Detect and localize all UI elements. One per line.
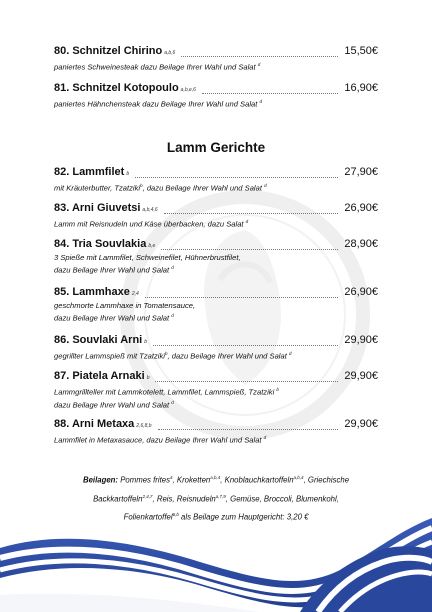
section-title: Lamm Gerichte [166,140,266,155]
allergen-codes: 2,4 [131,291,139,297]
item-description: Lammfilet in Metaxasauce, dazu Beilage Ihrer Wahl und Salat $^d$ [54,435,267,445]
dot-leader [158,421,339,430]
item-price: 28,90€ [344,238,378,250]
allergen-codes: b [126,171,130,177]
menu-item [54,370,378,410]
item-name: 85. Lammhaxe [54,286,130,298]
item-name: 88. Arni Metaxa [54,418,135,430]
menu-item [54,238,378,276]
dot-leader [145,289,339,298]
item-description: mit Kräuterbutter, Tzatziki$^b$, dazu Beilage Ihrer Wahl und Salat $^d$ [54,183,267,193]
allergen-codes: b,e [148,243,156,249]
item-name: 82. Lammfilet [54,166,125,178]
item-description: gegrillter Lammspieß mit Tzatziki$^b$, dazu Beilage Ihrer Wahl und Salat $^d$ [54,351,292,361]
dot-leader [161,241,338,250]
menu-item [54,202,378,230]
menu-item [54,286,378,324]
item-price: 26,90€ [344,286,378,298]
item-price: 27,90€ [344,166,378,178]
menu-item [54,334,378,362]
item-price: 29,90€ [344,370,378,382]
item-name: 86. Souvlaki Arni [54,334,143,346]
item-name: 81. Schnitzel Kotopoulo [54,82,179,94]
item-name: 84. Tria Souvlakia [54,238,147,250]
menu-item [54,45,378,73]
item-description: Lamm mit Reisnudeln und Käse überbacken, dazu Salat $^d$ [54,219,249,229]
allergen-codes: b [146,375,150,381]
allergen-codes: a,b,4,6 [142,207,158,213]
item-description: paniertes Schweinesteak dazu Beilage Ihrer Wahl und Salat $^d$ [54,62,261,72]
dot-leader [202,85,338,94]
dot-leader [153,337,338,346]
allergen-codes: a,b,e,6 [180,87,196,93]
item-price: 29,90€ [344,334,378,346]
menu-item [54,82,378,110]
item-name: 83. Arni Giuvetsi [54,202,141,214]
item-description: Lammgrillteller mit Lammkotelett, Lammfilet, Lammspieß, Tzatziki $^b$ dazu Beilage Ihrer Wahl und Salat $^d$ [54,387,279,410]
menu-item [54,418,378,446]
dot-leader [181,48,338,57]
greek-flag-ribbon [0,500,432,612]
item-description: 3 Spieße mit Lammfilet, Schweinefilet, Hühnerbrustfilet, dazu Beilage Ihrer Wahl und Salat $^d$ [54,253,241,275]
item-price: 26,90€ [344,202,378,214]
allergen-codes: b [144,339,148,345]
item-price: 16,90€ [344,82,378,94]
item-name: 80. Schnitzel Chirino [54,45,163,57]
item-description: paniertes Hähnchensteak dazu Beilage Ihrer Wahl und Salat $^d$ [54,99,262,109]
item-name: 87. Piatela Arnaki [54,370,145,382]
dot-leader [155,373,338,382]
item-price: 29,90€ [344,418,378,430]
item-price: 15,50€ [344,45,378,57]
dot-leader [135,169,338,178]
menu-item [54,166,378,194]
item-description: geschmorte Lammhaxe in Tomatensauce, dazu Beilage Ihrer Wahl und Salat $^d$ [54,301,196,323]
allergen-codes: a,b,6 [164,50,176,56]
dot-leader [164,205,339,214]
side-dishes-note: Beilagen: Pommes frites$^4$, Kroketten$^{a,b,4}$, Knoblauchkartoffeln$^{a,b,4}$, Griechische Backkartoffeln$^{2,4,7}$, Reis, Reisnudeln$^{a,7,9}$, Gemüse, Broccoli, Blumenkohl, Folienkartoffel$^{6,b}$ als Beilage zum Hauptgericht: 3,20 € [82,475,350,522]
allergen-codes: 2,6,8,b [136,423,152,429]
